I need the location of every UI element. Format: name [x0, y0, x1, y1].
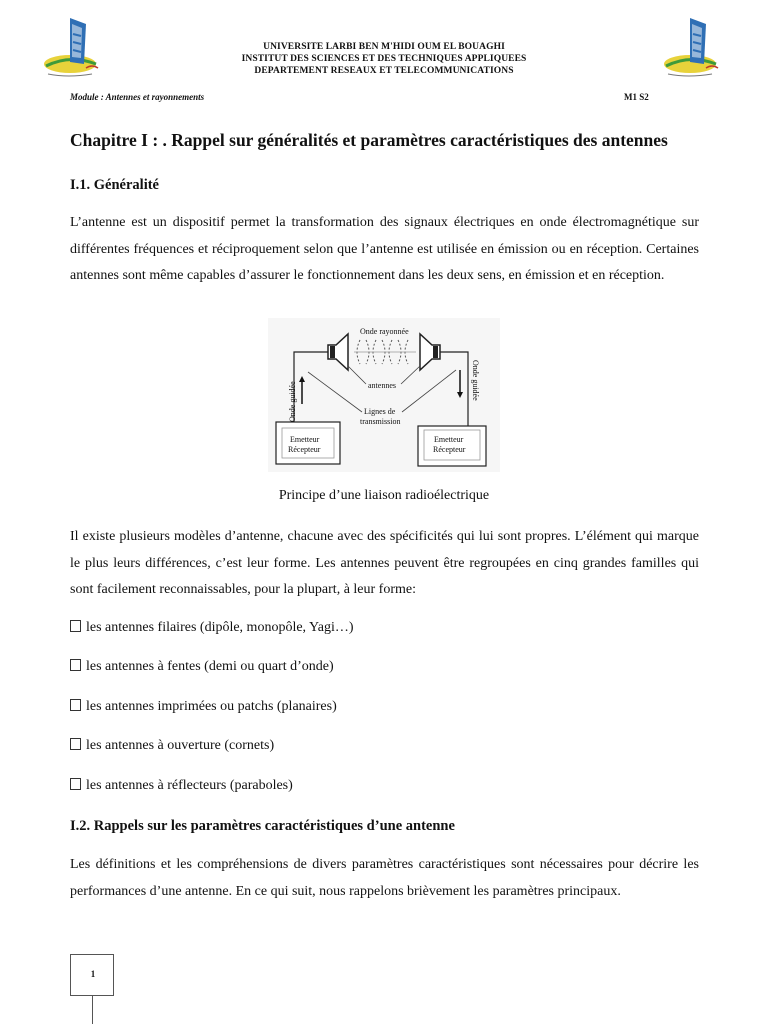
page-number-box — [70, 954, 114, 996]
section-heading-1: I.1. Généralité — [70, 177, 159, 193]
header-university: UNIVERSITE LARBI BEN M'HIDI OUM EL BOUAGHI — [263, 42, 505, 52]
chapter-title: Chapitre I : . Rappel sur généralités et paramètres caractéristiques des antennes — [70, 130, 668, 150]
paragraph-intro: L’antenne est un dispositif permet la transformation des signaux électriques en onde électromagnétique sur différentes fréquences et réciproquement selon que l’antenne est utilisée en émission ou en réception. Certaines antennes sont même capables d’assurer le fonctionnement dans les deux sens, en émission et en réception. — [70, 215, 699, 283]
label-lines-2: transmission — [360, 417, 401, 426]
label-guided-wave-left: Onde guidée — [288, 381, 297, 422]
figure-caption: Principe d’une liaison radioélectrique — [278, 488, 490, 503]
list-item: les antennes à réflecteurs (paraboles) — [70, 778, 293, 794]
checkbox-glyph-icon — [70, 620, 81, 632]
right-box-line-1: Emetteur — [434, 435, 464, 444]
label-guided-wave-right: Onde guidée — [471, 360, 480, 401]
page-number-tick — [92, 996, 93, 1024]
checkbox-glyph-icon — [70, 778, 81, 790]
checkbox-glyph-icon — [70, 738, 81, 750]
left-box-line-2: Récepteur — [288, 445, 321, 454]
list-item: les antennes à fentes (demi ou quart d’onde) — [70, 659, 334, 675]
right-box-line-2: Récepteur — [433, 445, 466, 454]
module-label: Module : Antennes et rayonnements — [70, 92, 205, 102]
checkbox-glyph-icon — [70, 699, 81, 711]
paragraph-families: Il existe plusieurs modèles d’antenne, chacune avec des spécificités qui lui sont propres. L’élément qui marque le plus leurs différences, c’est leur forme. Les antennes peuvent être regroupées en cinq grandes familles qui sont facilement reconnaissables, pour la plupart, à leur forme: — [70, 529, 699, 597]
label-lines-1: Lignes de — [364, 407, 396, 416]
label-radiated-wave: Onde rayonnée — [360, 327, 409, 336]
paragraph-parameters: Les définitions et les compréhensions de divers paramètres caractéristiques sont nécessaires pour décrire les performances d’une antenne. En ce qui suit, nous rappelons brièvement les paramètres principaux. — [70, 857, 699, 899]
label-antennas: antennes — [368, 381, 396, 390]
left-box-line-1: Emetteur — [290, 435, 320, 444]
section-heading-2: I.2. Rappels sur les paramètres caractéristiques d’une antenne — [70, 818, 455, 834]
level-label: M1 S2 — [624, 92, 649, 102]
list-item: les antennes imprimées ou patchs (planaires) — [70, 699, 337, 715]
page-number: 1 — [90, 969, 96, 979]
radio-link-diagram — [268, 318, 500, 472]
header-department: DEPARTEMENT RESEAUX ET TELECOMMUNICATIONS — [254, 66, 514, 76]
header-institute: INSTITUT DES SCIENCES ET DES TECHNIQUES APPLIQUEES — [241, 54, 527, 64]
list-item: les antennes filaires (dipôle, monopôle, Yagi…) — [70, 620, 354, 636]
list-item: les antennes à ouverture (cornets) — [70, 738, 274, 754]
checkbox-glyph-icon — [70, 659, 81, 671]
